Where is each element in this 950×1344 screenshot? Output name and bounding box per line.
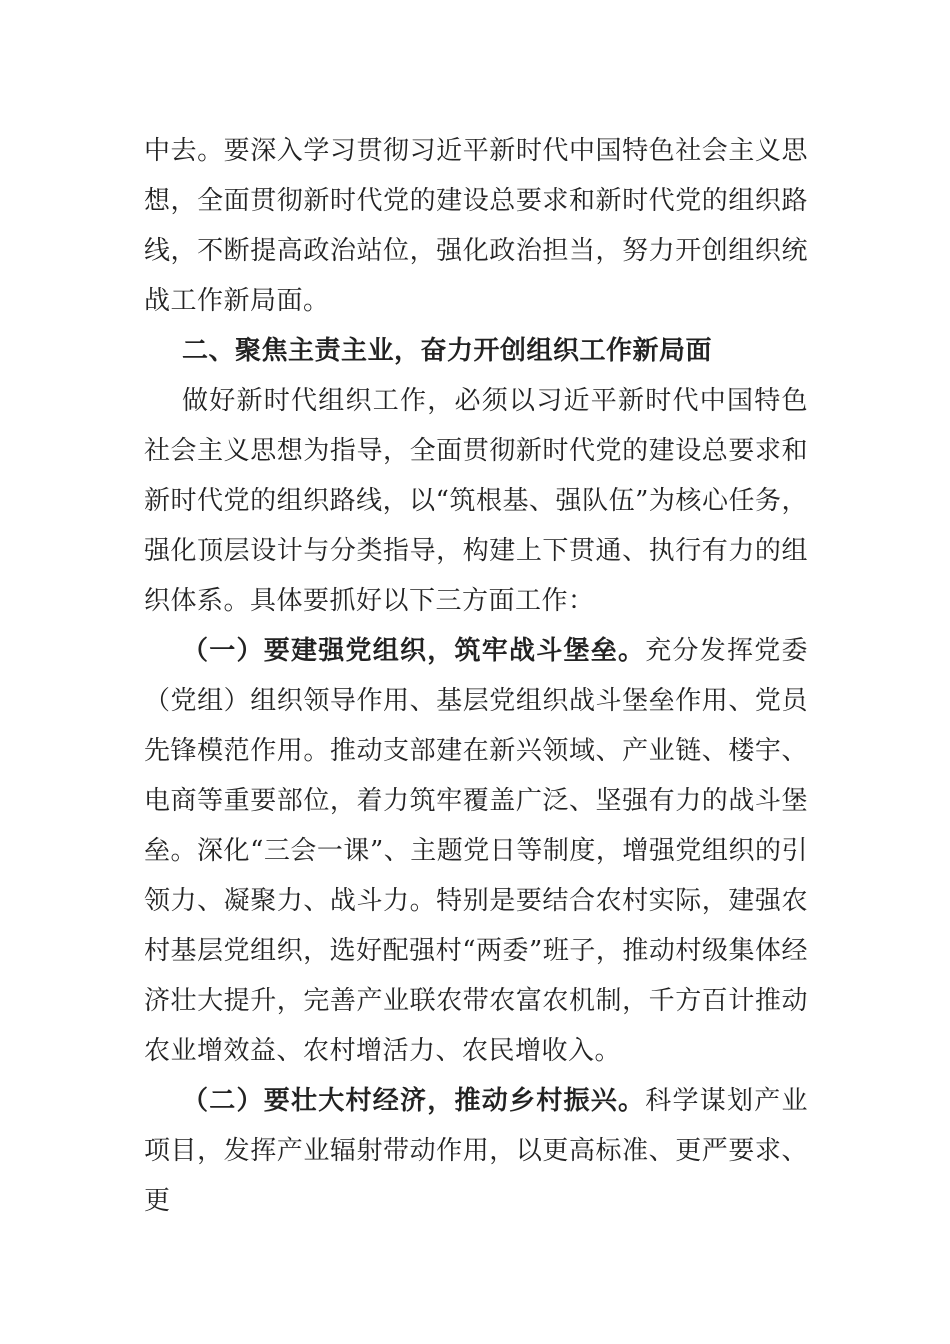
section-heading: 二、聚焦主责主业，奋力开创组织工作新局面 [182,336,713,366]
paragraph-continuation: 中去。要深入学习贯彻习近平新时代中国特色社会主义思想，全面贯彻新时代党的建设总要求和新时代党的组织路线，不断提高政治站位，强化政治担当，努力开创组织统战工作新局面。 [144,136,808,316]
item-two-body: 科学谋划产业项目，发挥产业辐射带动作用，以更高标准、更严要求、更 [144,1086,808,1216]
paragraph-item-two [144,1076,808,1226]
paragraph-intro: 做好新时代组织工作，必须以习近平新时代中国特色社会主义思想为指导，全面贯彻新时代党的建设总要求和新时代党的组织路线，以“筑根基、强队伍”为核心任务，强化顶层设计与分类指导，构建上下贯通、执行有力的组织体系。具体要抓好以下三方面工作： [144,386,808,616]
document-body [144,126,808,1226]
item-two-lead: （二）要壮大村经济，推动乡村振兴。 [182,1086,646,1116]
item-one-body: 充分发挥党委（党组）组织领导作用、基层党组织战斗堡垒作用、党员先锋模范作用。推动支部建在新兴领域、产业链、楼宇、电商等重要部位，着力筑牢覆盖广泛、坚强有力的战斗堡垒。深化“三会一课”、主题党日等制度，增强党组织的引领力、凝聚力、战斗力。特别是要结合农村实际，建强农村基层党组织，选好配强村“两委”班子，推动村级集体经济壮大提升，完善产业联农带农富农机制，千方百计推动农业增效益、农村增活力、农民增收入。 [144,636,808,1066]
item-one-lead: （一）要建强党组织，筑牢战斗堡垒。 [182,636,646,666]
paragraph-item-one [144,626,808,1076]
